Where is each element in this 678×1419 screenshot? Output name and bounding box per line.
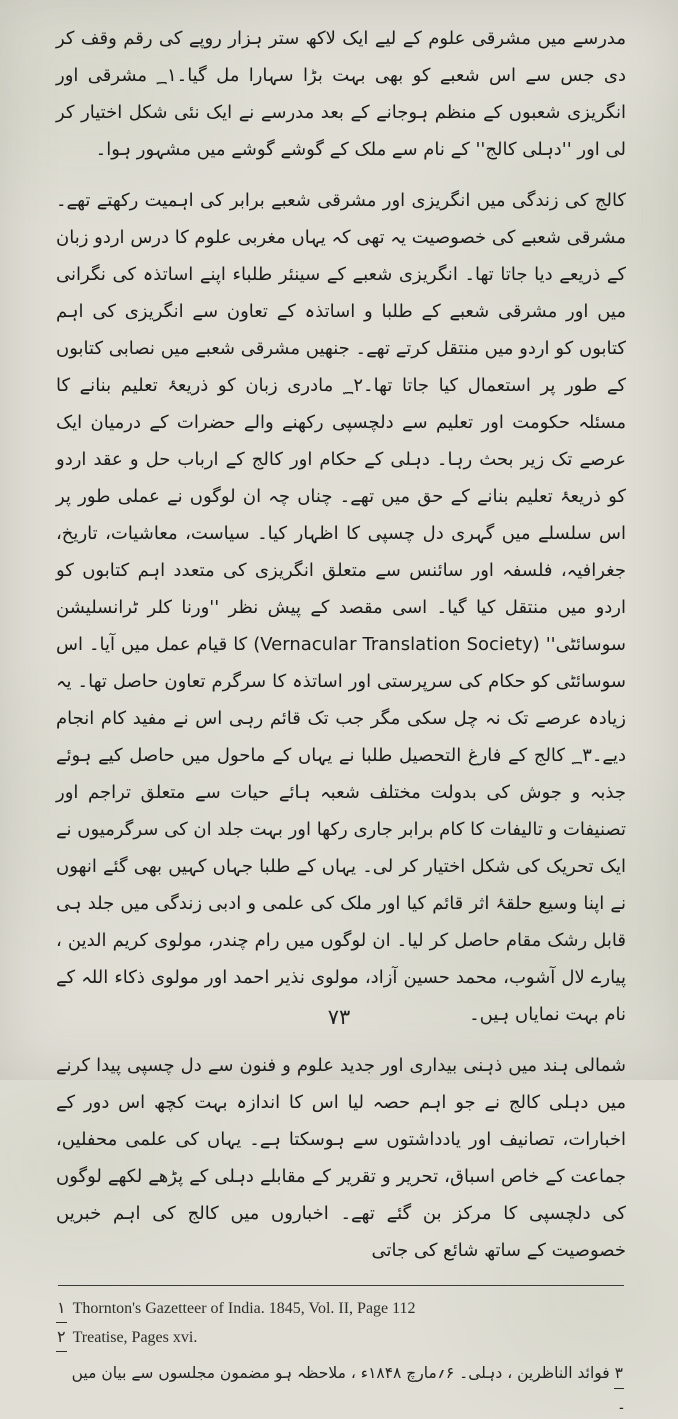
footnote-2-marker: ۲ bbox=[56, 1325, 67, 1352]
footnote-divider bbox=[58, 1285, 624, 1286]
paragraph-3: شمالی ہند میں ذہنی بیداری اور جدید علوم و فنون سے دل چسپی پیدا کرنے میں دہلی کالج نے جو اہم حصہ لیا اس کا اندازہ بہت کچھ اس دور کے اخبارات، تصانیف اور یادداشتوں سے ہوسکتا ہے۔ یہاں کی علمی محفلیں، جماعت کے خاص اسباق، تحریر و تقریر کے مقابلے دہلی کے پڑھے لکھے لوگوں کی دلچسپی کا مرکز بن گئے تھے۔ اخباروں میں کالج کی اہم خبریں خصوصیت کے ساتھ شائع کی جاتی bbox=[56, 1055, 626, 1261]
footnote-2 bbox=[56, 1325, 626, 1352]
footnote-3 bbox=[56, 1358, 626, 1419]
footnote-1-marker: ۱ bbox=[56, 1296, 67, 1323]
footnote-3-marker: ۳ bbox=[614, 1358, 624, 1389]
footnote-1-text: Thornton's Gazetteer of India. 1845, Vol. II, Page 112 bbox=[72, 1300, 416, 1317]
body-text bbox=[56, 20, 626, 1269]
paragraph-2: کالج کی زندگی میں انگریزی اور مشرقی شعبے برابر کی اہمیت رکھتے تھے۔ مشرقی شعبے کی خصوصیت یہ تھی کہ یہاں مغربی علوم کا درس اردو زبان کے ذریعے دیا جاتا تھا۔ انگریزی شعبے کے سینئر طلباء اپنے اساتذہ کی نگرانی میں اور مشرقی شعبے کے طلبا و اساتذہ کے تعاون سے انگریزی کی اہم کتابوں کو اردو میں منتقل کرتے تھے۔ جنھیں مشرقی شعبے میں نصابی کتابوں کے طور پر استعمال کیا جاتا تھا۔؁۲ مادری زبان کو ذریعۂ تعلیم بنانے کا مسئلہ حکومت اور تعلیم سے دلچسپی رکھنے والے حضرات کے درمیان ایک عرصے تک زیر بحث رہا۔ دہلی کے حکام اور کالج کے ارباب حل و عقد اردو کو ذریعۂ تعلیم بنانے کے حق میں تھے۔ چناں چہ ان لوگوں نے عملی طور پر اس سلسلے میں گہری دل چسپی کا اظہار کیا۔ سیاست، معاشیات، تاریخ، جغرافیہ، فلسفہ اور سائنس سے متعلق انگریزی کی متعدد اہم کتابوں کو اردو میں منتقل کیا گیا۔ اسی مقصد کے پیش نظر ''ورنا کلر ٹرانسلیشن سوسائٹی'' (Vernacular Translation Society) کا قیام عمل میں آیا۔ اس سوسائٹی کو حکام کی سرپرستی اور اساتذہ کا سرگرم تعاون حاصل تھا۔ یہ زیادہ عرصے تک نہ چل سکی مگر جب تک قائم رہی اس نے مفید کام انجام دیے۔؁۳ کالج کے فارغ التحصیل طلبا نے یہاں کے ماحول میں حاصل کیے ہوئے جذبہ و جوش کی بدولت مختلف شعبہ ہائے حیات سے متعلق تراجم اور تصنیفات و تالیفات کا کام برابر جاری رکھا اور بہت جلد ان کی سرگرمیوں نے ایک تحریک کی شکل اختیار کر لی۔ یہاں کے طلبا جہاں کہیں بھی گئے انھوں نے اپنا وسیع حلقۂ اثر قائم کیا اور ملک کی علمی و ادبی زندگی میں جلد ہی قابل رشک مقام حاصل کر لیا۔ ان لوگوں میں رام چندر، مولوی کریم الدین ، پیارے لال آشوب، محمد حسین آزاد، مولوی نذیر احمد اور مولوی ذکاء اللہ کے نام بہت نمایاں ہیں۔ bbox=[56, 190, 627, 1025]
footnotes-section bbox=[56, 1296, 626, 1419]
footnote-2-text: Treatise, Pages xvi. bbox=[72, 1329, 198, 1346]
paragraph-1: مدرسے میں مشرقی علوم کے لیے ایک لاکھ ستر ہزار روپے کی رقم وقف کر دی جس سے اس شعبے کو بھی بہت بڑا سہارا مل گیا۔؁۱ مشرقی اور انگریزی شعبوں کے منظم ہوجانے کے بعد مدرسے نے ایک نئی شکل اختیار کر لی اور ''دہلی کالج'' کے نام سے ملک کے گوشے گوشے میں مشہور ہوا۔ bbox=[56, 28, 626, 160]
footnote-1 bbox=[56, 1296, 626, 1323]
footnote-3-text: فوائد الناظرین ، دہلی۔ ۶؍مارچ ۱۸۴۸ء ، ملاحظہ ہو مضمون مجلسوں سے بیان میں ۔ bbox=[71, 1364, 626, 1413]
page-number: ۷۳ bbox=[327, 1005, 351, 1029]
